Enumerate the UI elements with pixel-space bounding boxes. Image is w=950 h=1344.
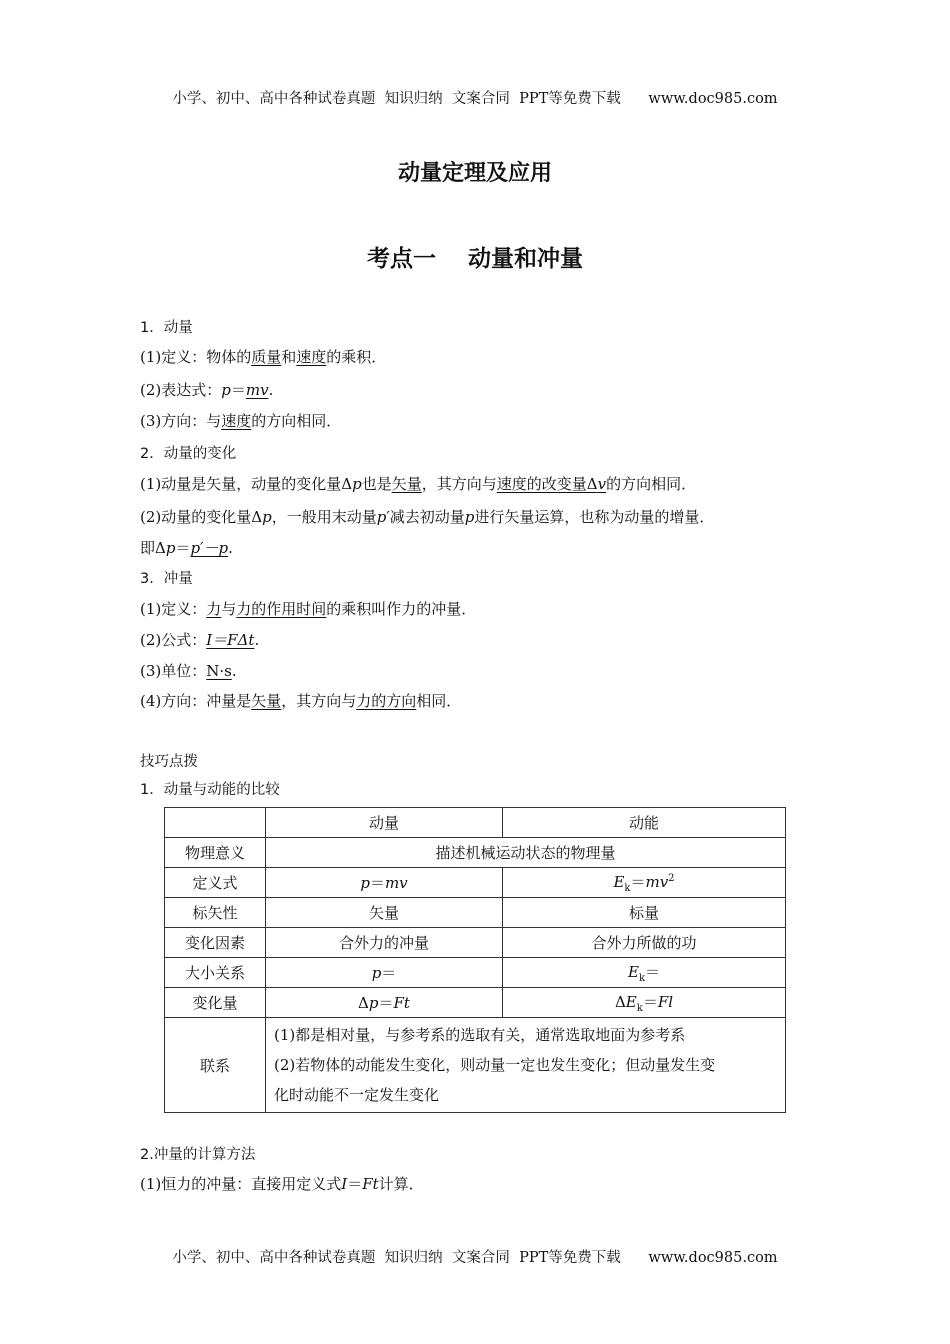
column-header-kinetic-energy: 动能: [503, 808, 786, 838]
table-row: [165, 988, 786, 1018]
momentum-expression: (2)表达式：p＝mv.: [140, 381, 274, 399]
row-label-factor: 变化因素: [165, 928, 266, 958]
impulse-calc-line-1: (1)恒力的冲量：直接用定义式I＝Ft计算．: [140, 1175, 424, 1193]
table-row: [165, 898, 786, 928]
comparison-table: [164, 807, 786, 1113]
impulse-formula: (2)公式：I＝FΔt.: [140, 631, 260, 649]
impulse-direction: (4)方向：冲量是矢量，其方向与力的方向相同．: [140, 692, 462, 710]
momentum-direction: (3)方向：与速度的方向相同．: [140, 412, 342, 430]
table-row: [165, 868, 786, 898]
factor-kinetic-energy: 合外力所做的功: [503, 928, 786, 958]
change-momentum: Δp＝Ft: [266, 988, 503, 1018]
comparison-heading: 1．动量与动能的比较: [140, 782, 280, 798]
table-row: [165, 808, 786, 838]
link-value: [266, 1018, 786, 1113]
vector-kinetic-energy: 标量: [503, 898, 786, 928]
page-header: 小学、初中、高中各种试卷真题 知识归纳 文案合同 PPT等免费下载 www.doc985.com: [172, 91, 778, 107]
section-title: 考点一 动量和冲量: [366, 246, 584, 272]
momentum-change-heading: 2．动量的变化: [140, 446, 237, 462]
table-row: [165, 958, 786, 988]
momentum-definition: (1)定义：物体的质量和速度的乘积．: [140, 348, 387, 366]
column-header-momentum: 动量: [266, 808, 503, 838]
momentum-change-line-3: 即Δp＝p′－p.: [140, 539, 233, 557]
table-row: [165, 838, 786, 868]
row-label-relation: 大小关系: [165, 958, 266, 988]
row-label-change: 变化量: [165, 988, 266, 1018]
table-row: [165, 1018, 786, 1113]
row-label-vector: 标矢性: [165, 898, 266, 928]
impulse-calc-heading: 2.冲量的计算方法: [140, 1147, 256, 1163]
row-label-definition: 定义式: [165, 868, 266, 898]
row-label-link: 联系: [165, 1018, 266, 1113]
definition-kinetic-energy: $E_k=mv^2$: [503, 868, 786, 898]
momentum-heading: 1．动量: [140, 320, 193, 336]
change-kinetic-energy: $\Delta E_k=Fl$: [503, 988, 786, 1018]
definition-momentum: p＝mv: [266, 868, 503, 898]
link-line-2: (2)若物体的动能发生变化，则动量一定也发生变化；但动量发生变: [274, 1056, 716, 1074]
impulse-heading: 3．冲量: [140, 571, 193, 587]
vector-momentum: 矢量: [266, 898, 503, 928]
page-footer: 小学、初中、高中各种试卷真题 知识归纳 文案合同 PPT等免费下载 www.doc985.com: [172, 1250, 778, 1266]
momentum-change-line-1: (1)动量是矢量，动量的变化量Δp也是矢量，其方向与速度的改变量Δv的方向相同．: [140, 475, 697, 493]
link-line-3: 化时动能不一定发生变化: [274, 1086, 440, 1104]
table-corner-cell: [165, 808, 266, 838]
table-row: [165, 928, 786, 958]
link-line-1: (1)都是相对量，与参考系的选取有关，通常选取地面为参考系: [274, 1026, 686, 1044]
tips-heading: 技巧点拨: [140, 754, 198, 770]
relation-kinetic-energy: $E_k=$: [503, 958, 786, 988]
row-label-meaning: 物理意义: [165, 838, 266, 868]
meaning-value: 描述机械运动状态的物理量: [266, 838, 786, 868]
momentum-change-line-2: (2)动量的变化量Δp，一般用末动量p′减去初动量p进行矢量运算，也称为动量的增量．: [140, 508, 715, 526]
page-title: 动量定理及应用: [397, 161, 552, 186]
impulse-unit: (3)单位：N·s.: [140, 662, 237, 680]
factor-momentum: 合外力的冲量: [266, 928, 503, 958]
impulse-definition: (1)定义：力与力的作用时间的乘积叫作力的冲量．: [140, 600, 477, 618]
relation-momentum: p＝: [266, 958, 503, 988]
